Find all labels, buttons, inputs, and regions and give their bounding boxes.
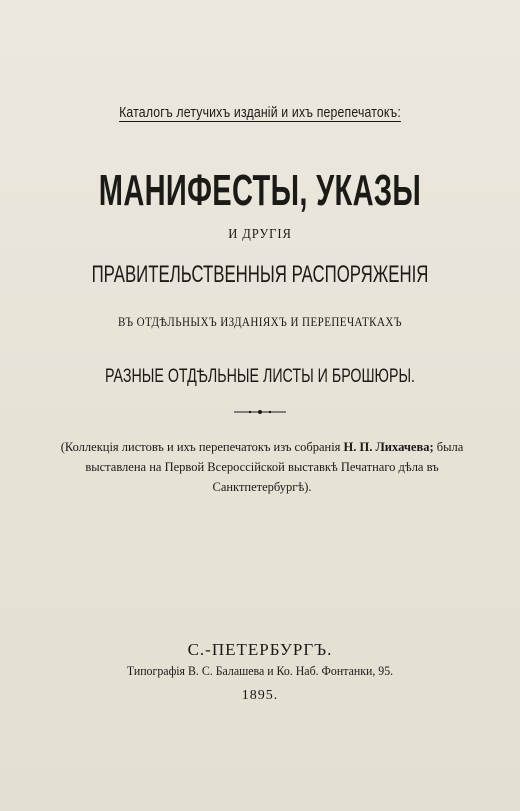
sheets-line: РАЗНЫЕ ОТДѢЛЬНЫЕ ЛИСТЫ И БРОШЮРЫ. [104,366,416,387]
imprint-city: С.-ПЕТЕРБУРГЪ. [187,640,333,659]
series-heading: Каталогъ летучихъ изданій и ихъ перепечатокъ: [119,104,401,121]
ornament-divider-icon [232,408,288,416]
subtitle: ПРАВИТЕЛЬСТВЕННЫЯ РАСПОРЯЖЕНІЯ [91,261,429,288]
collector-name: Н. П. Лихачева; [343,440,434,454]
collection-note-end: была выставлена на Первой Всероссійской выставкѣ Печатнаго дѣла въ Санктпетербургѣ). [85,440,464,494]
editions-line: ВЪ ОТДѢЛЬНЫХЪ ИЗДАНІЯХЪ И ПЕРЕПЕЧАТКАХЪ [117,314,403,329]
and-others-line: И ДРУГІЯ [228,227,292,242]
imprint-year: 1895. [241,688,279,703]
imprint-printer: Типографія В. С. Балашева и Ко. Наб. Фонтанки, 95. [126,664,394,678]
collection-note [52,437,472,497]
main-title: МАНИФЕСТЫ, УКАЗЫ [98,166,422,215]
collection-note-start: (Коллекція листовъ и ихъ перепечатокъ изъ собранія [60,440,341,454]
